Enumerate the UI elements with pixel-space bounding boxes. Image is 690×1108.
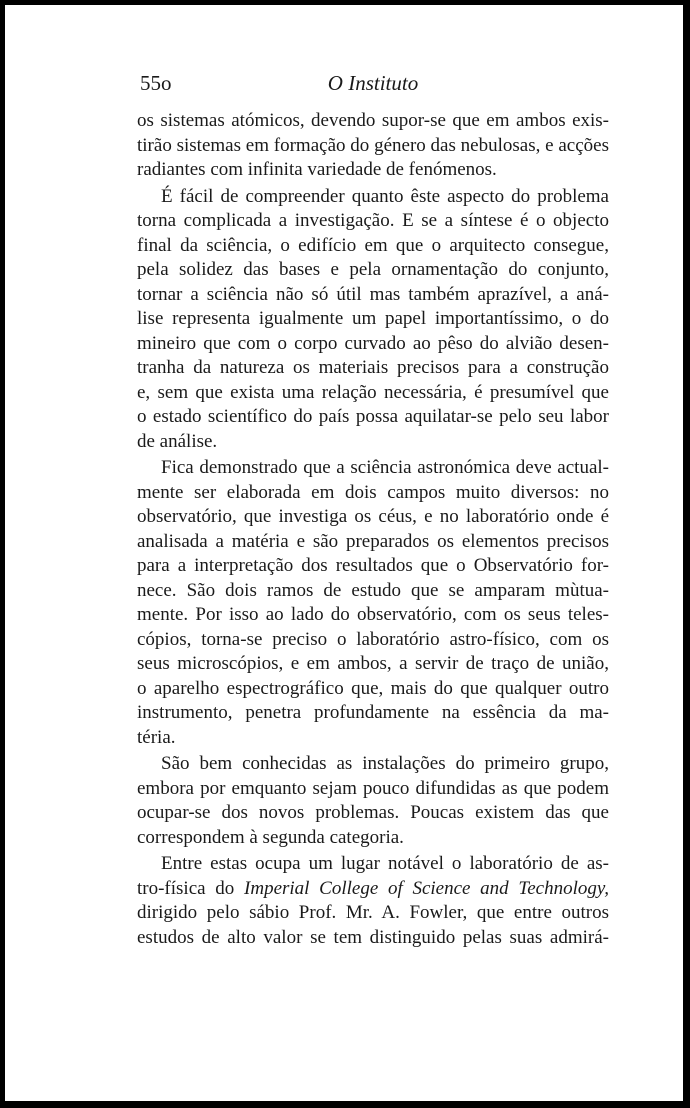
text-line-with-italic bbox=[137, 877, 609, 902]
text-line: dirigido pelo sábio Prof. Mr. A. Fowler, que entre outros bbox=[137, 902, 609, 923]
text-line: tirão sistemas em formação do género das nebulosas, e acções bbox=[137, 134, 609, 156]
paragraph bbox=[137, 752, 609, 850]
text-line: tornar a sciência não só útil mas também aprazível, a aná- bbox=[137, 283, 609, 305]
text-line: embora por emquanto sejam pouco difundidas as que podem bbox=[137, 777, 609, 799]
body-text bbox=[137, 109, 609, 952]
text-line: torna complicada a investigação. E se a síntese é o objecto bbox=[137, 210, 609, 231]
page-header bbox=[140, 71, 606, 105]
text-line: téria. bbox=[137, 726, 176, 748]
text-line: o estado scientífico do país possa aquilatar-se pelo seu labor bbox=[137, 406, 609, 427]
text-line: cópios, torna-se preciso o laboratório astro-físico, com os bbox=[137, 628, 609, 650]
text-line: os sistemas atómicos, devendo supor-se que em ambos exis- bbox=[137, 110, 609, 131]
text-line: mente ser elaborada em dois campos muito diversos: no bbox=[137, 481, 609, 503]
text-line: estudos de alto valor se tem distinguido pelas suas admirá- bbox=[137, 926, 609, 948]
text-line: São bem conhecidas as instalações do primeiro grupo, bbox=[161, 753, 609, 774]
text-line: radiantes com infinita variedade de fenómenos. bbox=[137, 159, 497, 180]
text-line: nece. São dois ramos de estudo que se amparam mùtua- bbox=[137, 579, 609, 601]
text-line: o aparelho espectrográfico que, mais do que qualquer outro bbox=[137, 677, 609, 699]
text-line: mineiro que com o corpo curvado ao pêso do alvião desen- bbox=[137, 332, 609, 354]
book-page bbox=[5, 5, 683, 1101]
text-line: seus microscópios, e em ambos, a servir de traço de união, bbox=[137, 653, 609, 674]
paragraph bbox=[137, 456, 609, 750]
text-line: observatório, que investiga os céus, e no laboratório onde é bbox=[137, 506, 609, 527]
text-line: final da sciência, o edifício em que o arquitecto consegue, bbox=[137, 234, 609, 256]
page-number: 55o bbox=[140, 71, 172, 95]
italic-institution-name: Imperial College of Science and Technology, bbox=[244, 877, 609, 899]
text-segment: tro-física do bbox=[137, 877, 245, 899]
text-line: É fácil de compreender quanto êste aspecto do problema bbox=[161, 185, 609, 207]
text-line: para a interpretação dos resultados que o Observatório for- bbox=[137, 555, 609, 576]
paragraph bbox=[137, 852, 609, 950]
text-line: ocupar-se dos novos problemas. Poucas existem das que bbox=[137, 802, 609, 823]
text-line: correspondem à segunda categoria. bbox=[137, 826, 404, 848]
text-line: e, sem que exista uma relação necessária, é presumível que bbox=[137, 381, 609, 403]
text-line: analisada a matéria e são preparados os elementos precisos bbox=[137, 530, 609, 552]
text-line: de análise. bbox=[137, 430, 218, 452]
text-line: lise representa igualmente um papel importantíssimo, o do bbox=[137, 308, 609, 329]
text-line: Entre estas ocupa um lugar notável o laboratório de as- bbox=[161, 853, 609, 874]
text-line: Fica demonstrado que a sciência astronómica deve actual- bbox=[161, 457, 609, 478]
text-line: pela solidez das bases e pela ornamentação do conjunto, bbox=[137, 259, 609, 280]
paragraph bbox=[137, 109, 609, 183]
paragraph bbox=[137, 185, 609, 455]
text-line: instrumento, penetra profundamente na essência da ma- bbox=[137, 702, 609, 723]
text-line: tranha da natureza os materiais precisos para a construção bbox=[137, 357, 609, 378]
running-title: O Instituto bbox=[327, 71, 419, 95]
text-line: mente. Por isso ao lado do observatório, com os seus teles- bbox=[137, 604, 609, 625]
